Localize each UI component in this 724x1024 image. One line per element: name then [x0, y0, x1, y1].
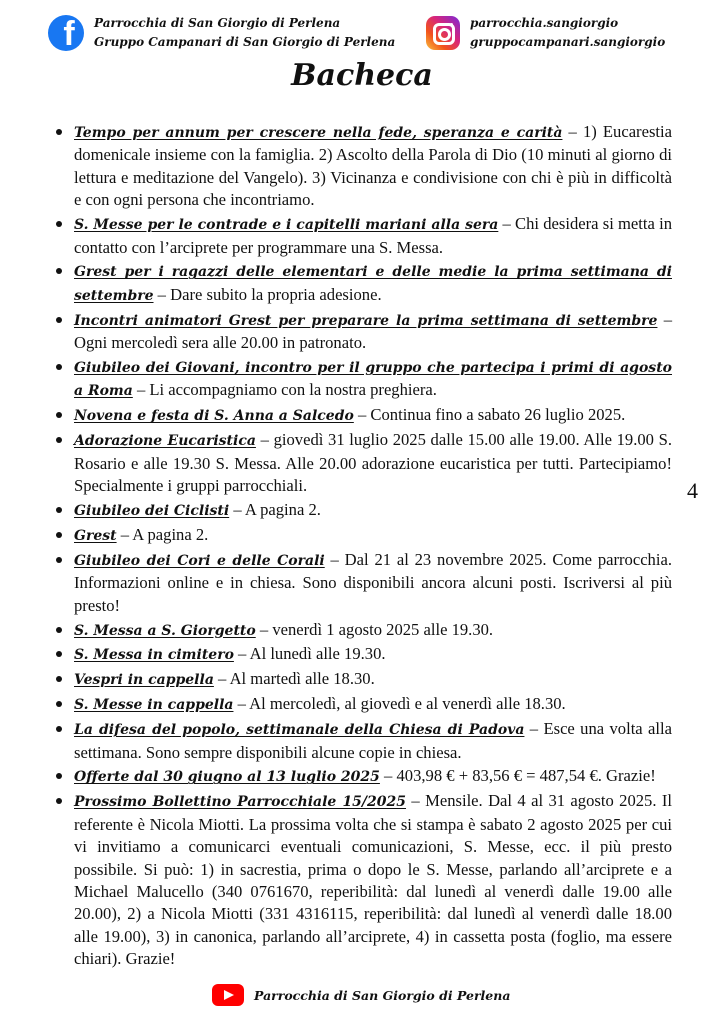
parish-name: Parrocchia di San Giorgio di Perlena	[94, 16, 341, 30]
facebook-icon[interactable]: f	[48, 15, 84, 51]
notice-heading: Novena e festa di S. Anna a Salcedo	[74, 408, 354, 425]
notice-item	[74, 121, 672, 212]
instagram-block[interactable]	[426, 14, 665, 52]
notice-heading: La difesa del popolo, settimanale della Chiesa di Padova	[74, 722, 525, 739]
notice-text: – Dal 21 al 23 novembre 2025. Come parrocchia. Informazioni online e in chiesa. Sono disponibili ancora alcuni posti. Iscriversi al più presto!	[74, 549, 672, 615]
notice-text: – giovedì 31 luglio 2025 dalle 15.00 alle 19.00. Alle 19.00 S. Rosario e alle 19.30 S. Messa. Alle 20.00 adorazione eucaristica per tutti. Partecipiamo! Specialmente i gruppi parrocchiali.	[74, 430, 672, 496]
notice-text: – 1) Eucarestia domenicale insieme con la famiglia. 2) Ascolto della Parola di Dio (10 minuti al giorno di lettura e meditazione del Vangelo). 3) Vicinanza e condivisione con chi è più in difficoltà e con ogni persona che incontriamo.	[74, 122, 672, 210]
footer-channel-name: Parrocchia di San Giorgio di Perlena	[254, 987, 511, 1003]
notice-item	[74, 668, 672, 691]
notice-item	[74, 790, 672, 970]
header	[48, 14, 684, 60]
notice-heading: S. Messa in cimitero	[74, 647, 234, 664]
notice-text: – Dare subito la propria adesione.	[153, 284, 382, 304]
facebook-block[interactable]	[48, 14, 395, 52]
notice-text: – A pagina 2.	[116, 524, 209, 544]
notice-heading: Grest per i ragazzi delle elementari e delle medie la prima settimana di settembre	[74, 264, 672, 304]
notice-item	[74, 260, 672, 307]
notice-heading: Vespri in cappella	[74, 672, 214, 689]
notice-heading: Incontri animatori Grest per preparare la prima settimana di settembre	[74, 312, 658, 329]
instagram-handle-parish: parrocchia.sangiorgio	[470, 16, 619, 30]
notice-item	[74, 404, 672, 427]
notice-item	[74, 213, 672, 259]
notice-text: – Ogni mercoledì sera alle 20.00 in patronato.	[74, 309, 672, 353]
notice-text: – Al lunedì alle 19.30.	[233, 644, 386, 664]
notice-item	[74, 356, 672, 403]
notice-item	[74, 429, 672, 497]
notice-text: – A pagina 2.	[229, 500, 321, 519]
notice-text: – Mensile. Dal 4 al 31 agosto 2025. Il referente è Nicola Miotti. La prossima volta che si stampa è sabato 2 agosto 2025 per cui vi invitiamo a comunicarci eventuali comunicazioni, S. Messe, ecc. il più presto possibile. Si può: 1) in sacrestia, prima o dopo le S. Messe, parlando all’arciprete e a Michael Malucello (340 0761670, reperibilità: dal lunedì al venerdì dalle 19.00 alle 20.00), 2) a Nicola Miotti (331 4316115, reperibilità: dal lunedì al venerdì dalle 18.00 alle 19.00), 3) in canonica, parlando all’arciprete, 4) in cassetta posta (foglio, ma essere chiari). Grazie!	[74, 791, 672, 969]
instagram-handles	[470, 14, 665, 52]
notice-item	[74, 619, 672, 642]
notice-item	[74, 549, 672, 617]
notice-heading: Giubileo dei Giovani, incontro per il gruppo che partecipa i primi di agosto a Roma	[74, 360, 672, 400]
footer[interactable]	[212, 984, 510, 1006]
notice-heading: Prossimo Bollettino Parrocchiale 15/2025	[74, 794, 407, 811]
notice-item	[74, 643, 672, 666]
notice-text: – 403,98 € + 83,56 € = 487,54 €. Grazie!	[379, 766, 656, 786]
notice-heading: Offerte dal 30 giugno al 13 luglio 2025	[74, 769, 380, 786]
notice-item	[74, 499, 672, 522]
notice-heading: Giubileo dei Cori e delle Corali	[74, 552, 325, 569]
notice-text: – venerdì 1 agosto 2025 alle 19.30.	[255, 619, 494, 639]
notice-heading: Tempo per annum per crescere nella fede, speranza e carità	[74, 125, 563, 141]
bellringers-group-name: Gruppo Campanari di San Giorgio di Perlena	[94, 35, 396, 49]
instagram-icon[interactable]	[426, 16, 460, 50]
notice-item	[74, 718, 672, 764]
notice-text: – Continua fino a sabato 26 luglio 2025.	[353, 405, 626, 425]
notice-heading: Grest	[74, 527, 117, 544]
notice-text: – Chi desidera si metta in contatto con l’arciprete per programmare una S. Messa.	[74, 214, 672, 257]
notice-heading: S. Messa a S. Giorgetto	[74, 622, 256, 639]
facebook-names	[94, 14, 395, 52]
notice-item	[74, 309, 672, 355]
notice-heading: Giubileo dei Ciclisti	[74, 503, 230, 519]
notice-text: – Al mercoledì, al giovedì e al venerdì alle 18.30.	[233, 694, 566, 714]
notice-list	[74, 121, 672, 972]
instagram-handle-bellringers: gruppocampanari.sangiorgio	[470, 35, 666, 49]
notice-text: – Al martedì alle 18.30.	[213, 669, 375, 689]
page-number: 4	[687, 478, 698, 503]
page-title: Bacheca	[291, 58, 433, 93]
notice-heading: Adorazione Eucaristica	[74, 433, 256, 450]
notice-item	[74, 524, 672, 547]
notice-heading: S. Messe in cappella	[74, 697, 234, 714]
notice-item	[74, 693, 672, 716]
notice-text: – Esce una volta alla settimana. Sono sempre disponibili alcune copie in chiesa.	[74, 719, 672, 762]
youtube-icon[interactable]	[212, 984, 244, 1006]
notice-text: – Li accompagniamo con la nostra preghiera.	[132, 380, 437, 400]
notice-item	[74, 765, 672, 788]
notice-heading: S. Messe per le contrade e i capitelli mariani alla sera	[74, 217, 499, 234]
